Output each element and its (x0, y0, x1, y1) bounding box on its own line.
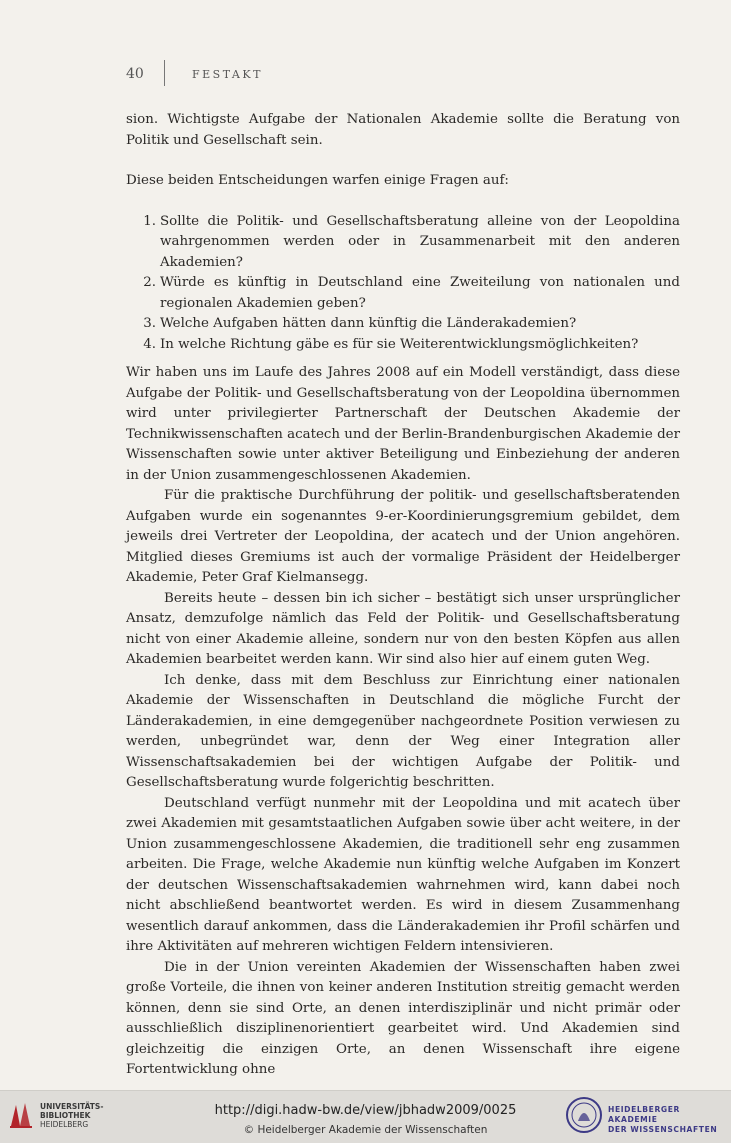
paragraph: Ich denke, dass mit dem Beschluss zur Einrichtung einer nationalen Akademie der Wissenschaften in Deutschland die mögliche Furcht der Länderakademien, in eine demgegenüber nachgeordnete Position verwiesen zu werden, unbegründet war, denn der Weg einer Integration aller Wissenschaftsakademien bei der wichtigen Aufgabe der Politik- und Gesellschaftsberatung wurde folgerichtig beschritten. (126, 672, 680, 790)
paragraph-spacer (126, 192, 680, 212)
paragraph: Deutschland verfügt nunmehr mit der Leopoldina und mit acatech über zwei Akademien mit gesamtstaatlichen Aufgaben sowie über acht weitere, in der Union zusammengeschlossene Akademien, die traditionell sehr eng zusammen arbeiten. Die Frage, welche Akademie nun künftig welche Aufgaben im Konzert der deutschen Wissenschaftsakademien wahrnehmen wird, kann dabei noch nicht abschließend beantwortet werden. Es wird in diesem Zusammenhang wesentlich darauf ankommen, dass die Länderakademien ihr Profil schärfen und ihre Aktivitäten auf mehreren wichtigen Feldern intensivieren. (126, 795, 680, 954)
library-name: UNIVERSITÄTS- BIBLIOTHEK HEIDELBERG (40, 1102, 104, 1129)
paragraph: Diese beiden Entscheidungen warfen einige Fragen auf: (126, 173, 509, 188)
list-item (126, 335, 680, 356)
paragraph: Wir haben uns im Laufe des Jahres 2008 auf ein Modell verständigt, dass diese Aufgabe der Politik- und Gesellschaftsberatung von der Leopoldina übernommen wird unter privilegierter Partnerschaft der Deutschen Akademie der Technikwissenschaften acatech und der Berlin-Brandenburgischen Akademie der Wissenschaften sowie unter aktiver Beteiligung und Einbeziehung der anderen in der Union zusammengeschlossenen Akademien. (126, 365, 680, 483)
paragraph-spacer (126, 151, 680, 171)
list-item-text: Welche Aufgaben hätten dann künftig die Länderakademien? (160, 316, 577, 331)
list-item-number: 2. (143, 275, 156, 290)
page-number: 40 (126, 66, 144, 82)
academy-name: HEIDELBERGER AKADEMIE DER WISSENSCHAFTEN (608, 1105, 718, 1134)
list-item-text: Sollte die Politik- und Gesellschaftsberatung alleine von der Leopoldina wahrgenommen werden oder in Zusammenarbeit mit den anderen Akademien? (160, 213, 680, 270)
list-item-number: 1. (143, 213, 156, 229)
paragraph: Für die praktische Durchführung der politik- und gesellschaftsberatenden Aufgaben wurde ein sogenanntes 9-er-Koordinierungsgremium gebildet, dem jeweils drei Vertreter der Leopoldina, der acatech und der Union angehören. Mitglied dieses Gremiums ist auch der vormalige Präsident der Heidelberger Akademie, Peter Graf Kielmansegg. (126, 488, 680, 585)
digitization-footer (0, 1090, 731, 1143)
list-item-number: 3. (143, 316, 156, 331)
list-item-text: In welche Richtung gäbe es für sie Weiterentwicklungsmöglichkeiten? (160, 336, 639, 352)
permalink-url[interactable]: http://digi.hadw-bw.de/view/jbhadw2009/0025 (214, 1103, 517, 1118)
list-item (126, 212, 680, 274)
paragraph: sion. Wichtigste Aufgabe der Nationalen Akademie sollte die Beratung von Politik und Gesellschaft sein. (126, 112, 680, 148)
section-label: FESTAKT (192, 68, 263, 81)
question-list (126, 212, 680, 356)
copyright-notice: © Heidelberger Akademie der Wissenschaften (243, 1124, 488, 1136)
list-item-text: Würde es künftig in Deutschland eine Zweiteilung von nationalen und regionalen Akademien geben? (160, 275, 680, 311)
paragraph: Bereits heute – dessen bin ich sicher – bestätigt sich unser ursprünglicher Ansatz, demzufolge nämlich das Feld der Politik- und Gesellschaftsberatung nicht von einer Akademie alleine, sondern nur von den besten Köpfen aus allen Akademien bearbeitet werden kann. Wir sind also hier auf einem guten Weg. (126, 590, 680, 667)
academy-seal-icon (565, 1096, 603, 1134)
list-item (126, 273, 680, 314)
paragraph-spacer (126, 355, 680, 363)
header-divider (164, 60, 165, 86)
paragraph: Die in der Union vereinten Akademien der Wissenschaften haben zwei große Vorteile, die ihnen von keiner anderen Institution streitig gemacht werden können, denn sie sind Orte, an denen interdisziplinär und nicht primär oder ausschließlich disziplinenorientiert gearbeitet wird. Und Akademien sind gleichzeitig die einzigen Orte, an denen Wissenschaft ihre eigene Fortentwicklung ohne (126, 959, 680, 1077)
body-text (126, 110, 680, 1081)
list-item (126, 314, 680, 335)
list-item-number: 4. (143, 336, 156, 352)
